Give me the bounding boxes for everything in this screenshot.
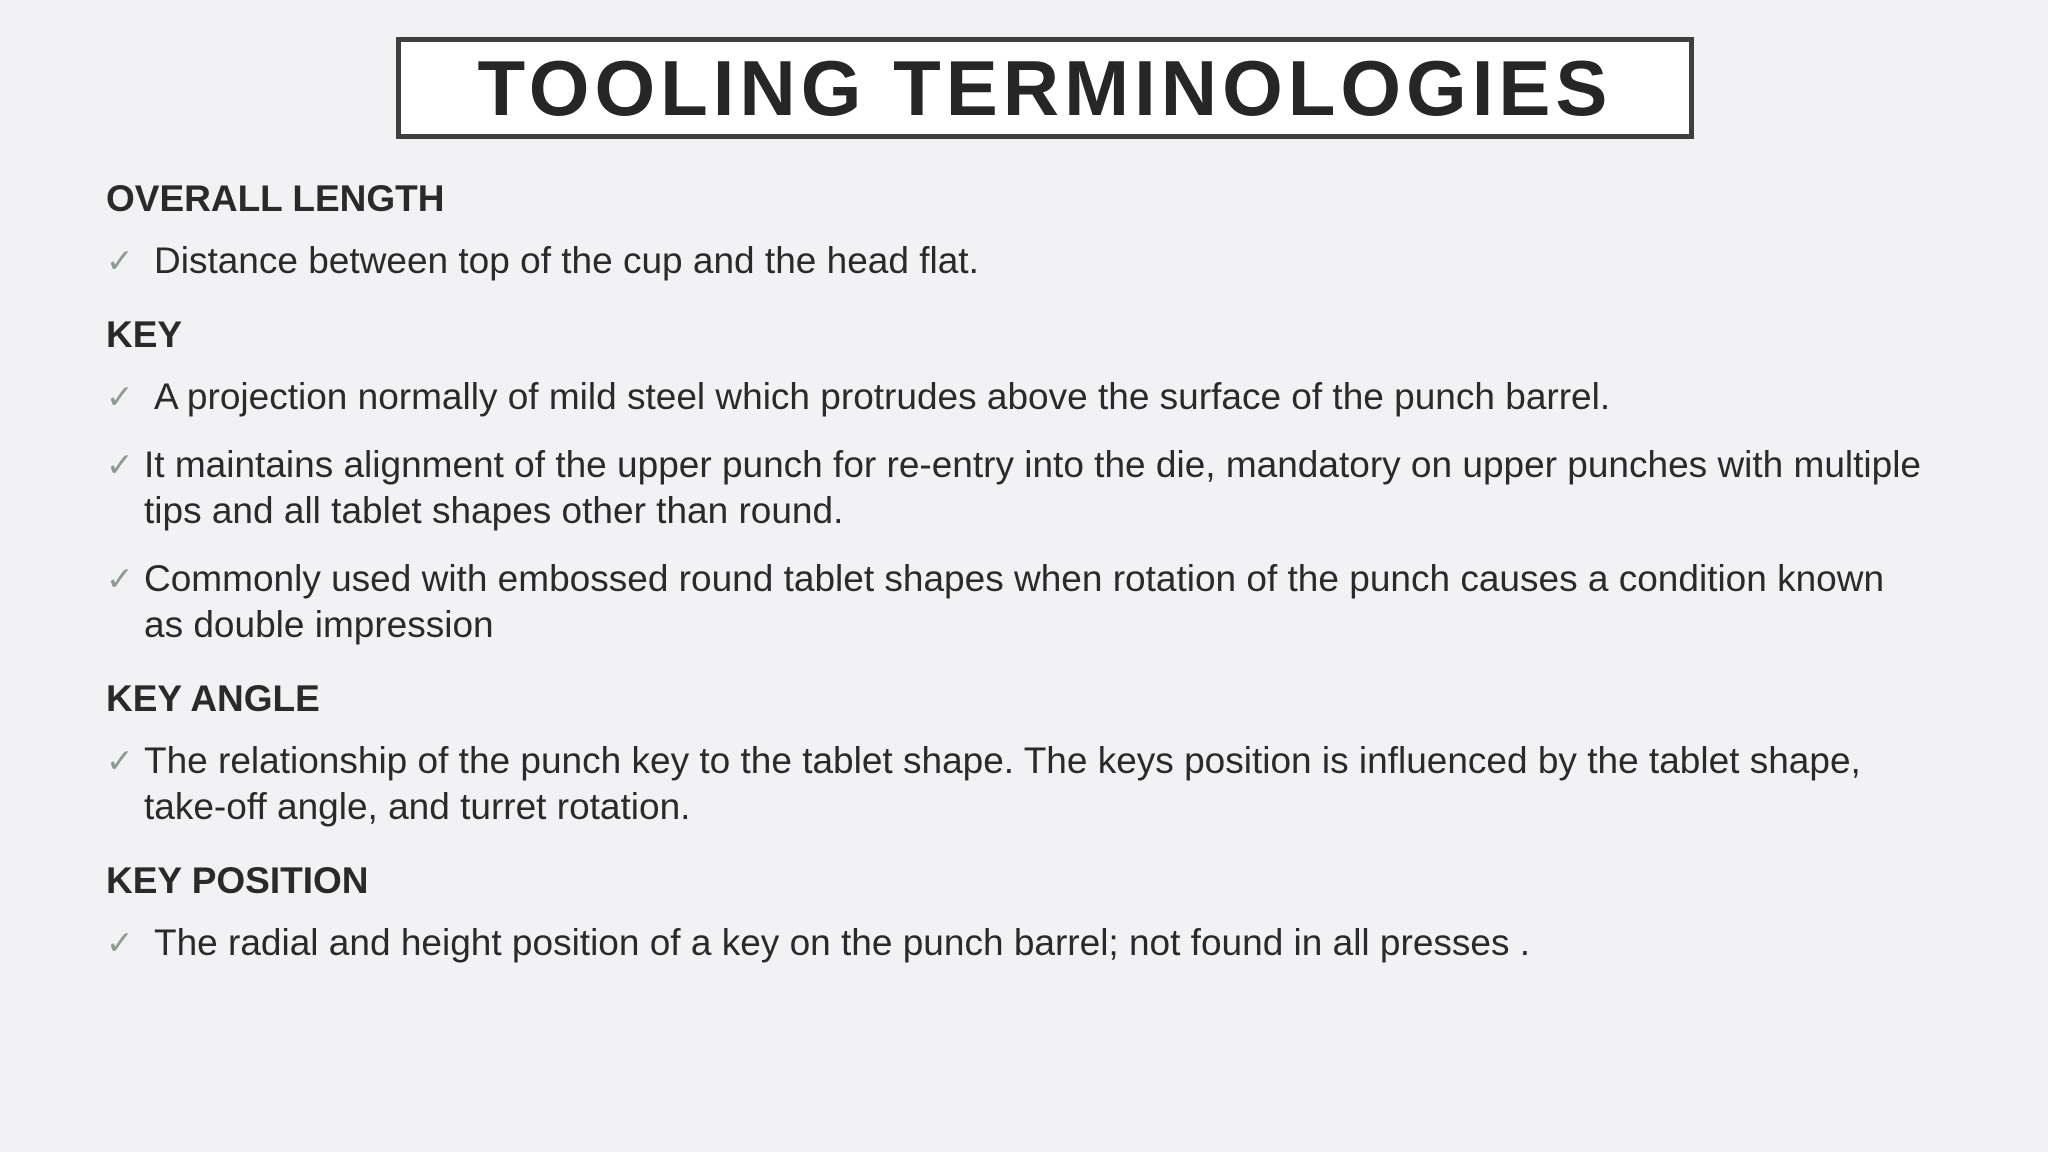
check-icon: ✓ [106, 241, 134, 280]
page-title: TOOLING TERMINOLOGIES [477, 44, 1613, 132]
bullet-text: The relationship of the punch key to the tablet shape. The keys position is influenced by the tablet shape, take-off angle, and turret rotation. [144, 740, 1861, 827]
bullet-text: Commonly used with embossed round tablet shapes when rotation of the punch causes a condition known as double impression [144, 558, 1885, 645]
bullet-item [106, 920, 1926, 966]
section-heading-key-angle: KEY ANGLE [106, 678, 320, 719]
bullet-text: The radial and height position of a key on the punch barrel; not found in all presses . [154, 922, 1531, 963]
bullet-item [106, 738, 1926, 830]
section-heading-key-position: KEY POSITION [106, 860, 369, 901]
bullet-text: A projection normally of mild steel which protrudes above the surface of the punch barrel. [154, 376, 1611, 417]
check-icon: ✓ [106, 923, 134, 962]
bullet-item [106, 556, 1926, 648]
bullet-item [106, 238, 1926, 284]
bullet-item [106, 442, 1926, 534]
section-heading-overall-length: OVERALL LENGTH [106, 178, 445, 219]
bullet-item [106, 374, 1926, 420]
slide-content [106, 170, 1926, 988]
bullet-text: Distance between top of the cup and the head flat. [154, 240, 979, 281]
bullet-text: It maintains alignment of the upper punch for re-entry into the die, mandatory on upper punches with multiple tips and all tablet shapes other than round. [144, 444, 1922, 531]
check-icon: ✓ [106, 445, 134, 484]
check-icon: ✓ [106, 741, 134, 780]
check-icon: ✓ [106, 559, 134, 598]
section-heading-key: KEY [106, 314, 183, 355]
check-icon: ✓ [106, 377, 134, 416]
title-box [396, 37, 1694, 139]
